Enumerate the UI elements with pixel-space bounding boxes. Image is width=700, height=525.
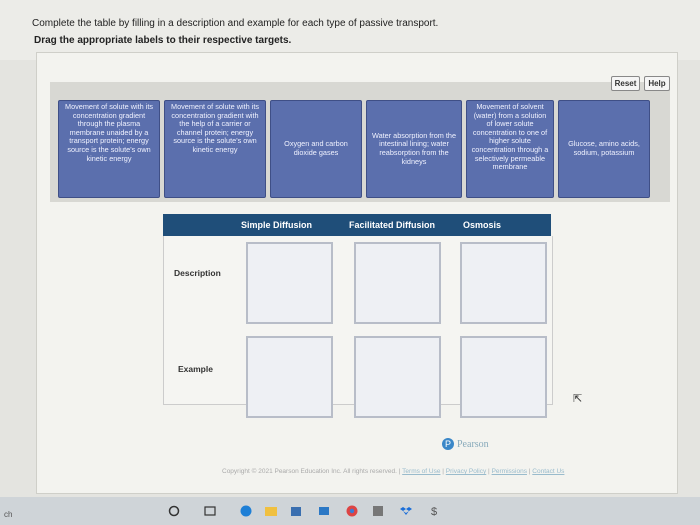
transport-table bbox=[163, 236, 553, 405]
permissions-link[interactable]: Permissions bbox=[491, 468, 527, 475]
label-simple-diffusion-description[interactable]: Movement of solute with its concentration gradient through the plasma membrane unaided by a transport protein; energy source is the solute's own kinetic energy bbox=[58, 100, 160, 198]
pearson-logo bbox=[442, 438, 489, 450]
store-icon[interactable] bbox=[290, 505, 302, 517]
app-icon[interactable] bbox=[372, 505, 384, 517]
help-button[interactable]: Help bbox=[644, 76, 670, 91]
table-header bbox=[163, 214, 551, 236]
svg-text:$: $ bbox=[431, 506, 438, 517]
privacy-link[interactable]: Privacy Policy bbox=[445, 468, 487, 475]
task-view-icon[interactable] bbox=[204, 505, 216, 517]
terms-link[interactable]: Terms of Use bbox=[402, 468, 441, 475]
header-bar bbox=[0, 0, 700, 60]
label-water-absorption[interactable]: Water absorption from the intestinal lining; water reabsorption from the kidneys bbox=[366, 100, 462, 198]
row-label-description: Description bbox=[174, 268, 221, 278]
drag-instruction: Drag the appropriate labels to their respective targets. bbox=[34, 35, 292, 46]
taskbar-corner-text: ch bbox=[4, 510, 13, 519]
dropbox-icon[interactable] bbox=[400, 505, 412, 517]
edge-browser-icon[interactable] bbox=[240, 505, 252, 517]
target-simple-diffusion-example[interactable] bbox=[246, 336, 333, 418]
currency-icon[interactable] bbox=[428, 505, 440, 517]
contact-link[interactable]: Contact Us bbox=[532, 468, 565, 475]
mouse-cursor-icon: ⇱ bbox=[573, 393, 583, 405]
reset-button[interactable]: Reset bbox=[611, 76, 640, 91]
taskbar bbox=[0, 497, 700, 525]
pearson-brand: Pearson bbox=[457, 439, 489, 450]
target-facilitated-diffusion-description[interactable] bbox=[354, 242, 441, 324]
label-glucose-amino-acids[interactable]: Glucose, amino acids, sodium, potassium bbox=[558, 100, 650, 198]
target-facilitated-diffusion-example[interactable] bbox=[354, 336, 441, 418]
row-label-example: Example bbox=[178, 364, 213, 374]
copyright-text: Copyright © 2021 Pearson Education Inc. All rights reserved. | bbox=[222, 468, 401, 475]
search-circle-icon[interactable] bbox=[168, 505, 180, 517]
column-header-simple-diffusion: Simple Diffusion bbox=[241, 220, 313, 230]
label-oxygen-carbon-dioxide[interactable]: Oxygen and carbon dioxide gases bbox=[270, 100, 362, 198]
target-simple-diffusion-description[interactable] bbox=[246, 242, 333, 324]
copyright-footer: Copyright © 2021 Pearson Education Inc. All rights reserved. | Terms of Use | Privacy Policy | Permissions | Contact Us bbox=[222, 468, 565, 475]
target-osmosis-example[interactable] bbox=[460, 336, 547, 418]
pearson-p-icon: P bbox=[442, 438, 454, 450]
target-osmosis-description[interactable] bbox=[460, 242, 547, 324]
file-explorer-icon[interactable] bbox=[264, 505, 278, 517]
label-osmosis-description[interactable]: Movement of solvent (water) from a solution of lower solute concentration to one of higher solute concentration through a selectively permeable membrane bbox=[466, 100, 554, 198]
label-facilitated-diffusion-description[interactable]: Movement of solute with its concentration gradient with the help of a carrier or channel protein; energy source is the solute's own kinetic energy bbox=[164, 100, 266, 198]
instruction-text: Complete the table by filling in a description and example for each type of passive transport. bbox=[32, 18, 439, 29]
column-header-osmosis: Osmosis bbox=[463, 220, 502, 230]
column-header-facilitated-diffusion: Facilitated Diffusion bbox=[349, 220, 436, 230]
chrome-icon[interactable] bbox=[346, 505, 358, 517]
mail-icon[interactable] bbox=[318, 505, 330, 517]
